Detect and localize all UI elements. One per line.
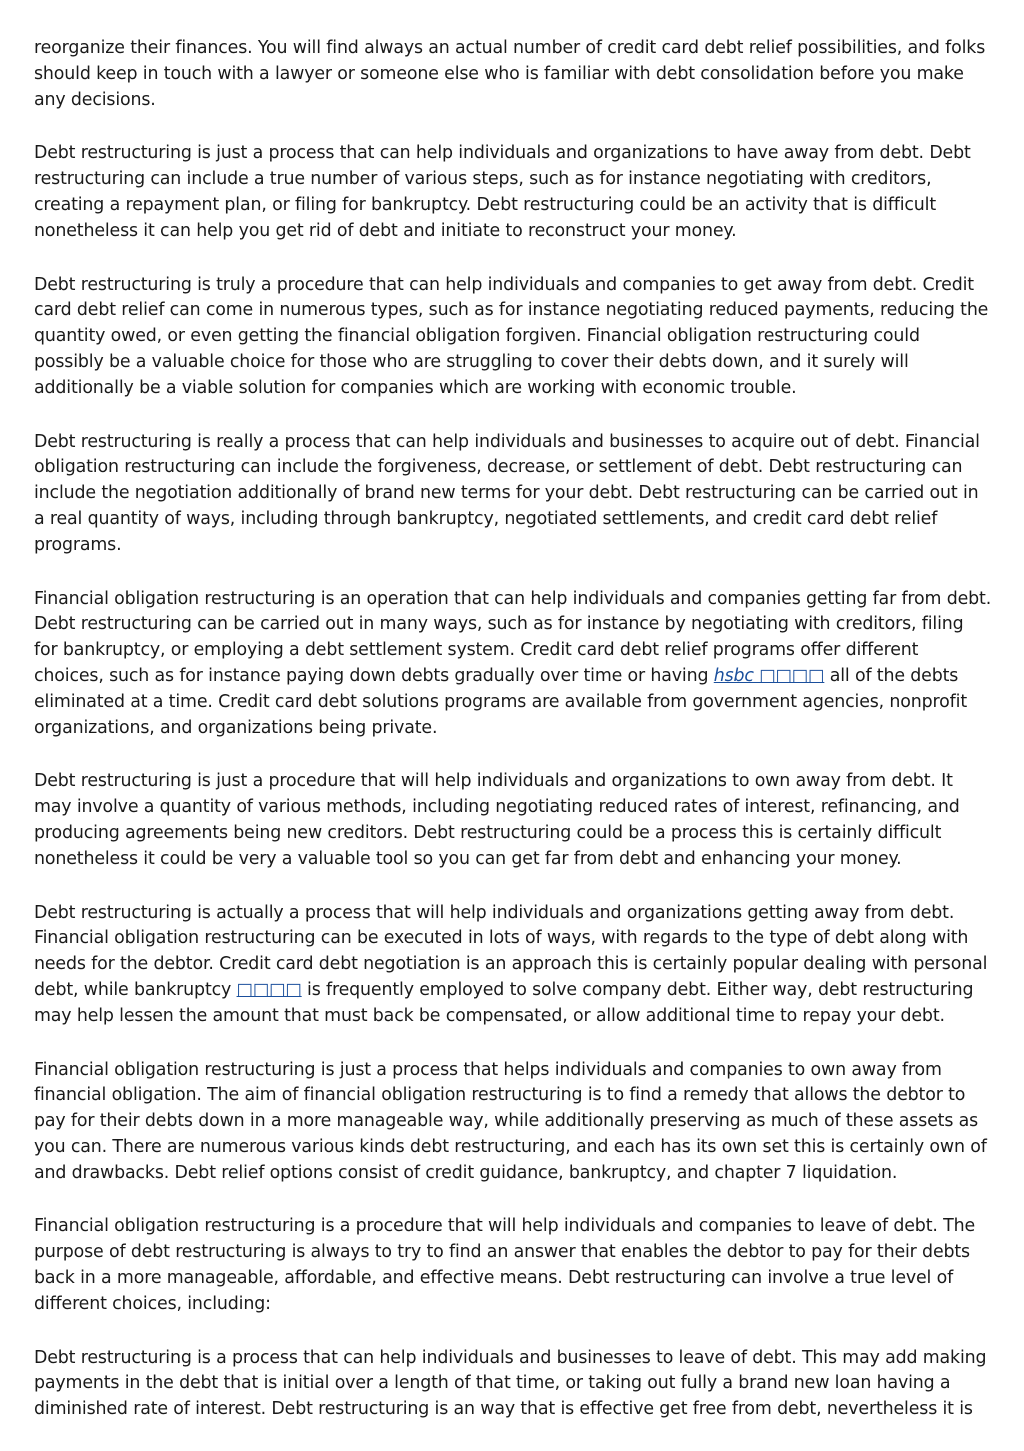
bankruptcy-link[interactable]: □□□□ — [236, 979, 302, 1000]
paragraph-5-text-after: all of the debts eliminated at a time. Credit card debt solutions programs are available from government agencies, nonprofit organizations, and organizations being private. — [34, 665, 967, 738]
paragraph-5 — [34, 587, 992, 742]
paragraph-3: Debt restructuring is truly a procedure that can help individuals and companies to get away from debt. Credit card debt relief can come in numerous types, such as for instance negotiating reduced payments, reducing the quantity owed, or even getting the financial obligation forgiven. Financial obligation restructuring could possibly be a valuable choice for those who are struggling to cover their debts down, and it surely will additionally be a viable solution for companies which are working with economic trouble. — [34, 274, 989, 398]
paragraph-7-text-before: Debt restructuring is actually a process that will help individuals and organizations getting away from debt. Financial obligation restructuring can be executed in lots of ways, with regards to the type of debt along with needs for the debtor. Credit card debt negotiation is an approach this is certainly popular dealing with personal debt, while bankruptcy — [34, 902, 988, 1000]
hsbc-link[interactable]: hsbc □□□□ — [713, 665, 825, 686]
paragraph-6: Debt restructuring is just a procedure that will help individuals and organizations to own away from debt. It may involve a quantity of various methods, including negotiating reduced rates of interest, refinancing, and producing agreements being new creditors. Debt restructuring could be a process this is certainly difficult nonetheless it could be very a valuable tool so you can get far from debt and enhancing your money. — [34, 771, 960, 869]
paragraph-1: reorganize their finances. You will find always an actual number of credit card debt relief possibilities, and folks should keep in touch with a lawyer or someone else who is familiar with debt consolidation before you make any decisions. — [34, 38, 986, 110]
paragraph-2: Debt restructuring is just a process that can help individuals and organizations to have away from debt. Debt restructuring can include a true number of various steps, such as for instance negotiating with creditors, creating a repayment plan, or filing for bankruptcy. Debt restructuring could be an activity that is difficult nonetheless it can help you get rid of debt and initiate to reconstruct your money. — [34, 143, 971, 241]
paragraph-10: Debt restructuring is a process that can help individuals and businesses to leave of debt. This may add making payments in the debt that is initial over a length of that time, or taking out fully a brand new loan having a diminished rate of interest. Debt restructuring is an way that is effective get free from debt, nevertheless it is — [34, 1347, 987, 1420]
paragraph-9: Financial obligation restructuring is a procedure that will help individuals and companies to leave of debt. The purpose of debt restructuring is always to try to find an answer that enables the debtor to pay for their debts back in a more manageable, affordable, and effective means. Debt restructuring can involve a true level of different choices, including: — [34, 1216, 976, 1314]
document-body — [34, 36, 992, 1451]
paragraph-5-text-before: Financial obligation restructuring is an operation that can help individuals and companies getting far from debt. Debt restructuring can be carried out in many ways, such as for instance by negotiating with creditors, filing for bankruptcy, or employing a debt settlement system. Credit card debt relief programs offer different choices, such as for instance paying down debts gradually over time or having — [34, 588, 992, 686]
paragraph-4: Debt restructuring is really a process that can help individuals and businesses to acquire out of debt. Financial obligation restructuring can include the forgiveness, decrease, or settlement of debt. Debt restructuring can include the negotiation additionally of brand new terms for your debt. Debt restructuring can be carried out in a real quantity of ways, including through bankruptcy, negotiated settlements, and credit card debt relief programs. — [34, 431, 980, 555]
paragraph-7 — [34, 901, 992, 1030]
paragraph-8: Financial obligation restructuring is just a process that helps individuals and companies to own away from financial obligation. The aim of financial obligation restructuring is to find a remedy that allows the debtor to pay for their debts down in a more manageable way, while additionally preserving as much of these assets as you can. There are numerous various kinds debt restructuring, and each has its own set this is certainly own of and drawbacks. Debt relief options consist of credit guidance, bankruptcy, and chapter 7 liquidation. — [34, 1059, 987, 1183]
paragraph-7-text-after: is frequently employed to solve company debt. Either way, debt restructuring may help lessen the amount that must back be compensated, or allow additional time to repay your debt. — [34, 979, 974, 1026]
